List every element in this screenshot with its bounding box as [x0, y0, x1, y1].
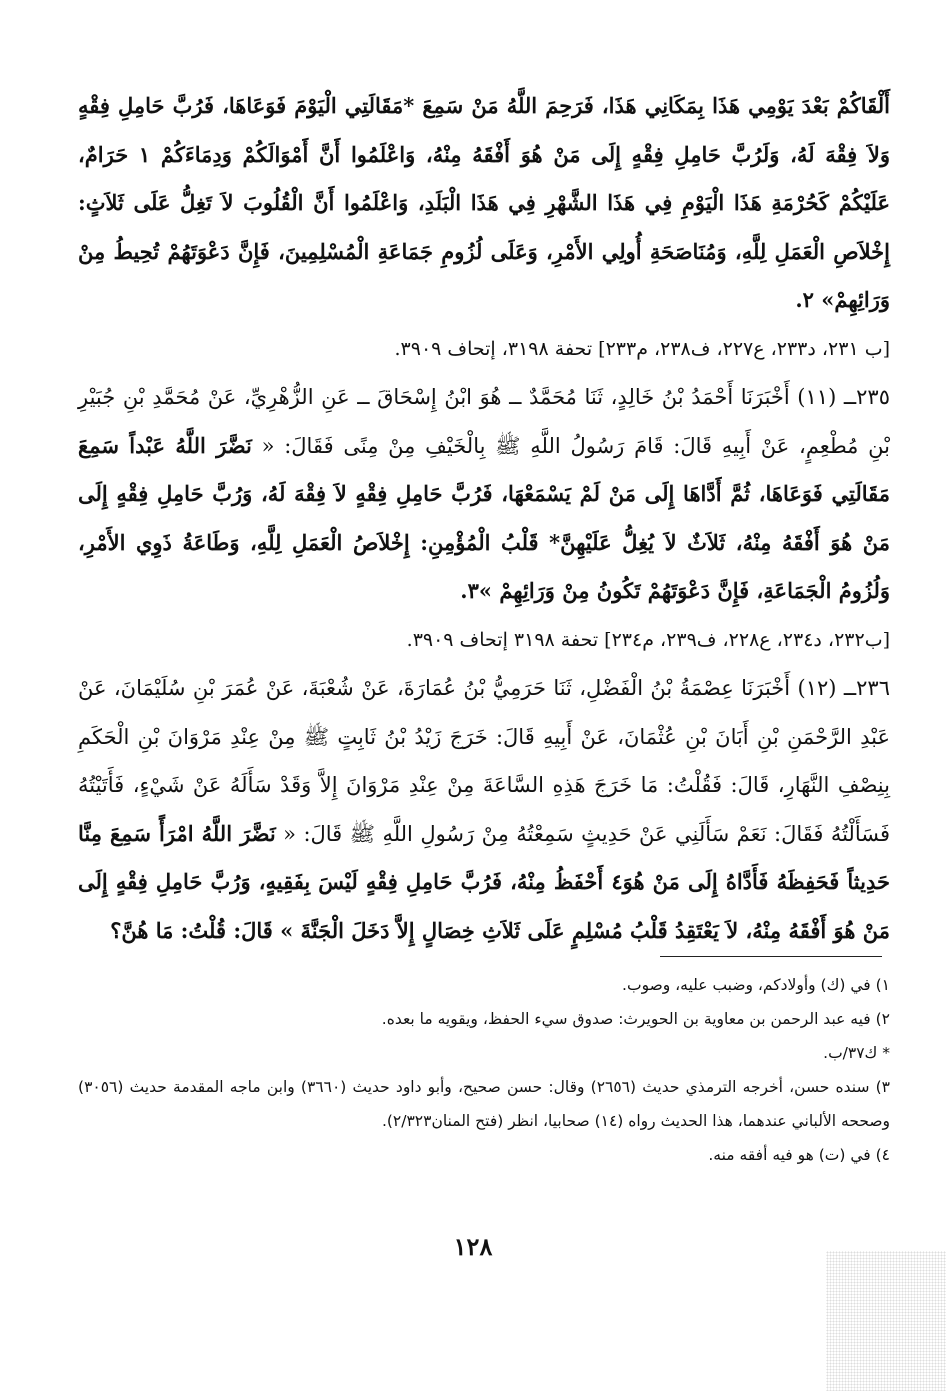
hadith-236-matn: نَضَّرَ اللَّهُ امْرَأً سَمِعَ مِنَّا حَدِيثاً فَحَفِظَهُ فَأَدَّاهُ إِلَى مَنْ هُوَ٤ أَحْفَظُ مِنْهُ، فَرُبَّ حَامِلِ فِقْهٍ لَيْسَ بِفَقِيهٍ، وَرُبَّ حَامِلِ فِقْهٍ إِلَى مَنْ هُوَ أَفْقَهُ مِنْهُ، لاَ يَعْتَقِدُ قَلْبُ مُسْلِمٍ عَلَى ثَلاَثِ خِصَالٍ إِلاَّ دَخَلَ الْجَنَّةَ » قَالَ: قُلْتُ: مَا هُنَّ؟	[78, 820, 890, 943]
hadith-236-isnad: ٢٣٦ــ (١٢) أَخْبَرَنَا عِصْمَةُ بْنُ الْفَضْلِ، ثَنَا حَرَمِيُّ بْنُ عُمَارَةَ، عَنْ شُعْبَةَ، عَنْ عُمَرَ بْنِ سُلَيْمَانَ، عَنْ عَبْدِ الرَّحْمَنِ بْنِ أَبَانَ بْنِ عُثْمَانَ، عَنْ أَبِيهِ قَالَ: خَرَجَ زَيْدُ بْنُ ثَابِتٍ ﷺ مِنْ عِنْدِ مَرْوَانَ بْنِ الْحَكَمِ بِنِصْفِ النَّهَارِ، قَالَ: فَقُلْتُ: مَا خَرَجَ هَذِهِ السَّاعَةَ مِنْ عِنْدِ مَرْوَانَ إِلاَّ وَقَدْ سَأَلَهُ عَنْ شَيْءٍ، فَأَتَيْتُهُ فَسَأَلْتُهُ فَقَالَ: نَعَمْ سَأَلَنِي عَنْ حَدِيثٍ سَمِعْتُهُ مِنْ رَسُولِ اللَّهِ ﷺ قَالَ: «	[78, 676, 891, 846]
footnote-4: ٤) في (ت) هو فيه أفقه منه.	[708, 1146, 890, 1164]
hadith-235	[78, 373, 890, 616]
page-number: ١٢٨	[453, 1232, 493, 1261]
scan-noise-texture	[826, 1251, 946, 1391]
hadith-236	[78, 664, 890, 955]
hadith-235-matn: نَضَّرَ اللَّهُ عَبْداً سَمِعَ مَقَالَتِي فَوَعَاهَا، ثُمَّ أَدَّاهَا إِلَى مَنْ لَمْ يَسْمَعْهَا، فَرُبَّ حَامِلِ فِقْهٍ لاَ فِقْهَ لَهُ، وَرُبَّ حَامِلِ فِقْهٍ إِلَى مَنْ هُوَ أَفْقَهُ مِنْهُ، ثَلاَثٌ لاَ يُغِلُّ عَلَيْهِنَّ* قَلْبُ الْمُؤْمِنِ: إِخْلاَصُ الْعَمَلِ لِلَّهِ، وَطَاعَةُ ذَوِي الأَمْرِ، وَلُزُومُ الْجَمَاعَةِ، فَإِنَّ دَعْوَتَهُمْ تَكُونُ مِنْ وَرَائِهِمْ	[78, 432, 890, 603]
footnote-folio: * ك٣٧/ب.	[823, 1044, 890, 1062]
hadith-235-end: »٣.	[460, 578, 500, 603]
footnote-1: ١) في (ك) وأولادكم، وضبب عليه، وصوب.	[622, 976, 890, 994]
footnotes	[78, 968, 890, 1172]
hadith-234-text: أَلْقَاكُمْ بَعْدَ يَوْمِي هَذَا بِمَكَانِي هَذَا، فَرَحِمَ اللَّهُ مَنْ سَمِعَ *مَقَالَتِي الْيَوْمَ فَوَعَاهَا، فَرُبَّ حَامِلِ فِقْهٍ وَلاَ فِقْهَ لَهُ، وَلَرُبَّ حَامِلِ فِقْهٍ إِلَى مَنْ هُوَ أَفْقَهُ مِنْهُ، وَاعْلَمُوا أَنَّ أَمْوَالَكُمْ وَدِمَاءَكُمْ ١ حَرَامٌ، عَلَيْكُمْ كَحُرْمَةِ هَذَا الْيَوْمِ فِي هَذَا الشَّهْرِ فِي هَذَا الْبَلَدِ، وَاعْلَمُوا أَنَّ الْقُلُوبَ لاَ تَغِلُّ عَلَى ثَلاَثٍ: إِخْلاَصِ الْعَمَلِ لِلَّهِ، وَمُنَاصَحَةِ أُولِي الأَمْرِ، وَعَلَى لُزُومِ جَمَاعَةِ الْمُسْلِمِينَ، فَإِنَّ دَعْوَتَهُمْ تُحِيطُ مِنْ وَرَائِهِمْ» ٢.	[78, 93, 890, 312]
hadith-235-isnad: ٢٣٥ــ (١١) أَخْبَرَنَا أَحْمَدُ بْنُ خَالِدٍ، ثَنَا مُحَمَّدٌ ــ هُوَ ابْنُ إِسْحَاقَ ــ عَنِ الزُّهْرِيِّ، عَنْ مُحَمَّدِ بْنِ جُبَيْرِ بْنِ مُطْعِمٍ، عَنْ أَبِيهِ قَالَ: قَامَ رَسُولُ اللَّهِ ﷺ بِالْخَيْفِ مِنْ مِنًى فَقَالَ: «	[78, 385, 890, 458]
reference-line-1: [ب ٢٣١، د٢٣٣، ع٢٢٧، ف٢٣٨، م٢٣٣] تحفة ٣١٩٨، إتحاف ٣٩٠٩.	[394, 337, 890, 360]
hadith-234-continuation	[78, 82, 890, 325]
main-text	[78, 82, 890, 955]
reference-line-2: [ب٢٣٢، د٢٣٤، ع٢٢٨، ف٢٣٩، م٢٣٤] تحفة ٣١٩٨ إتحاف ٣٩٠٩.	[406, 628, 890, 651]
footnote-3: ٣) سنده حسن، أخرجه الترمذي حديث (٢٦٥٦) وقال: حسن صحيح، وأبو داود حديث (٣٦٦٠) وابن ماجه المقدمة حديث (٣٠٥٦) وصححه الألباني عندهما، هذا الحديث رواه (١٤) صحابيا، انظر (فتح المنان٢/٣٢٣).	[78, 1078, 890, 1130]
footnote-2: ٢) فيه عبد الرحمن بن معاوية بن الحويرث: صدوق سيء الحفظ، ويقويه ما بعده.	[381, 1010, 890, 1028]
footnote-divider	[660, 956, 882, 957]
